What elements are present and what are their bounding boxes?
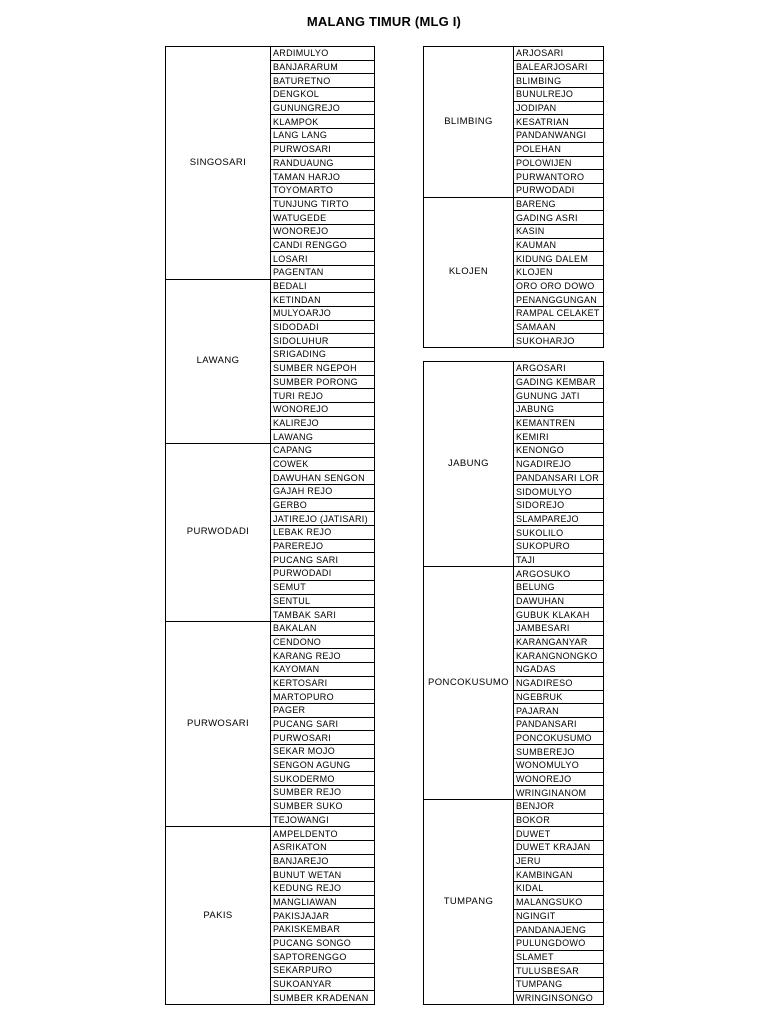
village-cell: RAMPAL CELAKET <box>514 307 604 321</box>
table-row <box>166 279 375 293</box>
village-cell: TULUSBESAR <box>514 964 604 978</box>
village-cell: KARANGANYAR <box>514 635 604 649</box>
village-cell: PANDANSARI LOR <box>514 471 604 485</box>
village-cell: PURWODADI <box>271 567 375 581</box>
village-cell: ARGOSUKO <box>514 567 604 581</box>
right-region-table-bottom <box>423 361 604 1005</box>
village-cell: WRINGINSONGO <box>514 991 604 1005</box>
village-cell: MANGLIAWAN <box>271 895 375 909</box>
village-cell: ASRIKATON <box>271 840 375 854</box>
table-row <box>166 443 375 457</box>
table-row <box>424 800 604 814</box>
right-region-table-top <box>423 46 604 348</box>
village-cell: KAMBINGAN <box>514 868 604 882</box>
village-cell: PENANGGUNGAN <box>514 293 604 307</box>
table-row <box>166 621 375 635</box>
village-cell: KENONGO <box>514 444 604 458</box>
kecamatan-cell: BLIMBING <box>424 47 514 198</box>
kecamatan-cell: LAWANG <box>166 279 271 443</box>
kecamatan-cell: JABUNG <box>424 362 514 567</box>
village-cell: KEDUNG REJO <box>271 881 375 895</box>
village-cell: AMPELDENTO <box>271 827 375 841</box>
village-cell: SENGON AGUNG <box>271 758 375 772</box>
village-cell: SUKOHARJO <box>514 334 604 348</box>
village-cell: BARENG <box>514 197 604 211</box>
village-cell: PURWANTORO <box>514 170 604 184</box>
village-cell: BAKALAN <box>271 621 375 635</box>
village-cell: SEKAR MOJO <box>271 745 375 759</box>
village-cell: CAPANG <box>271 443 375 457</box>
kecamatan-cell: PURWODADI <box>166 443 271 621</box>
village-cell: PAKISKEMBAR <box>271 923 375 937</box>
village-cell: KEMIRI <box>514 430 604 444</box>
table-row <box>166 827 375 841</box>
village-cell: MALANGSUKO <box>514 895 604 909</box>
village-cell: WRINGINANOM <box>514 786 604 800</box>
table-row <box>424 567 604 581</box>
village-cell: TUMPANG <box>514 977 604 991</box>
village-cell: JERU <box>514 854 604 868</box>
village-cell: SAMAAN <box>514 320 604 334</box>
village-cell: PONCOKUSUMO <box>514 731 604 745</box>
village-cell: POLEHAN <box>514 142 604 156</box>
village-cell: TAMBAK SARI <box>271 608 375 622</box>
village-cell: PURWOSARI <box>271 142 375 156</box>
village-cell: GADING KEMBAR <box>514 375 604 389</box>
village-cell: NGINGIT <box>514 909 604 923</box>
village-cell: SEMUT <box>271 580 375 594</box>
village-cell: PANDANWANGI <box>514 129 604 143</box>
village-cell: SEKARPURO <box>271 964 375 978</box>
kecamatan-cell: TUMPANG <box>424 800 514 1005</box>
village-cell: NGADAS <box>514 663 604 677</box>
village-cell: WONOREJO <box>271 402 375 416</box>
village-cell: WONOMULYO <box>514 758 604 772</box>
village-cell: BELUNG <box>514 581 604 595</box>
village-cell: BLIMBING <box>514 74 604 88</box>
village-cell: MULYOARJO <box>271 307 375 321</box>
table-row <box>166 47 375 61</box>
village-cell: JABUNG <box>514 403 604 417</box>
village-cell: PAJARAN <box>514 704 604 718</box>
village-cell: KERTOSARI <box>271 676 375 690</box>
village-cell: DAWUHAN <box>514 594 604 608</box>
village-cell: POLOWIJEN <box>514 156 604 170</box>
village-cell: ARDIMULYO <box>271 47 375 61</box>
village-cell: SUMBEREJO <box>514 745 604 759</box>
village-cell: GUBUK KLAKAH <box>514 608 604 622</box>
village-cell: SUKOLILO <box>514 526 604 540</box>
village-cell: PURWODADI <box>514 183 604 197</box>
village-cell: SUMBER REJO <box>271 786 375 800</box>
village-cell: RANDUAUNG <box>271 156 375 170</box>
village-cell: WONOREJO <box>271 224 375 238</box>
village-cell: SLAMPAREJO <box>514 512 604 526</box>
village-cell: NGADIRESO <box>514 676 604 690</box>
village-cell: SUKODERMO <box>271 772 375 786</box>
kecamatan-cell: PONCOKUSUMO <box>424 567 514 800</box>
village-cell: SIDOREJO <box>514 498 604 512</box>
village-cell: DUWET KRAJAN <box>514 841 604 855</box>
village-cell: PUCANG SARI <box>271 553 375 567</box>
village-cell: JATIREJO (JATISARI) <box>271 512 375 526</box>
village-cell: SUMBER NGEPOH <box>271 361 375 375</box>
village-cell: BANJARARUM <box>271 60 375 74</box>
village-cell: SUKOPURO <box>514 539 604 553</box>
village-cell: TOYOMARTO <box>271 183 375 197</box>
village-cell: TURI REJO <box>271 389 375 403</box>
village-cell: PAGENTAN <box>271 266 375 280</box>
village-cell: PAREREJO <box>271 539 375 553</box>
village-cell: LEBAK REJO <box>271 526 375 540</box>
village-cell: BUNUT WETAN <box>271 868 375 882</box>
village-cell: LANG LANG <box>271 129 375 143</box>
village-cell: BUNULREJO <box>514 88 604 102</box>
village-cell: PANDANSARI <box>514 717 604 731</box>
village-cell: KARANG REJO <box>271 649 375 663</box>
village-cell: NGEBRUK <box>514 690 604 704</box>
village-cell: NGADIREJO <box>514 457 604 471</box>
village-cell: BOKOR <box>514 813 604 827</box>
village-cell: PAGER <box>271 704 375 718</box>
village-cell: PANDANAJENG <box>514 923 604 937</box>
village-cell: PUCANG SARI <box>271 717 375 731</box>
village-cell: KAUMAN <box>514 238 604 252</box>
village-cell: GAJAH REJO <box>271 485 375 499</box>
village-cell: SIDOMULYO <box>514 485 604 499</box>
kecamatan-cell: PURWOSARI <box>166 621 271 826</box>
village-cell: KETINDAN <box>271 293 375 307</box>
village-cell: ORO ORO DOWO <box>514 279 604 293</box>
village-cell: PURWOSARI <box>271 731 375 745</box>
village-cell: SUKOANYAR <box>271 977 375 991</box>
village-cell: PULUNGDOWO <box>514 936 604 950</box>
left-region-table <box>165 46 375 1005</box>
village-cell: TAMAN HARJO <box>271 170 375 184</box>
village-cell: CENDONO <box>271 635 375 649</box>
village-cell: KESATRIAN <box>514 115 604 129</box>
village-cell: ARGOSARI <box>514 362 604 376</box>
village-cell: DUWET <box>514 827 604 841</box>
village-cell: BANJAREJO <box>271 854 375 868</box>
village-cell: DENGKOL <box>271 88 375 102</box>
page-title: MALANG TIMUR (MLG I) <box>306 14 462 29</box>
kecamatan-cell: KLOJEN <box>424 197 514 348</box>
village-cell: KEMANTREN <box>514 416 604 430</box>
village-cell: KIDAL <box>514 882 604 896</box>
village-cell: PUCANG SONGO <box>271 936 375 950</box>
village-cell: SIDOLUHUR <box>271 334 375 348</box>
village-cell: COWEK <box>271 457 375 471</box>
village-cell: SLAMET <box>514 950 604 964</box>
village-cell: BEDALI <box>271 279 375 293</box>
village-cell: TAJI <box>514 553 604 567</box>
village-cell: TEJOWANGI <box>271 813 375 827</box>
village-cell: LOSARI <box>271 252 375 266</box>
village-cell: MARTOPURO <box>271 690 375 704</box>
village-cell: GUNUNGREJO <box>271 101 375 115</box>
village-cell: KAYOMAN <box>271 662 375 676</box>
village-cell: KALIREJO <box>271 416 375 430</box>
village-cell: WATUGEDE <box>271 211 375 225</box>
village-cell: KIDUNG DALEM <box>514 252 604 266</box>
kecamatan-cell: SINGOSARI <box>166 47 271 280</box>
village-cell: BENJOR <box>514 800 604 814</box>
table-row <box>424 362 604 376</box>
village-cell: GUNUNG JATI <box>514 389 604 403</box>
village-cell: KLAMPOK <box>271 115 375 129</box>
village-cell: SUMBER SUKO <box>271 799 375 813</box>
village-cell: SUMBER KRADENAN <box>271 991 375 1005</box>
village-cell: SIDODADI <box>271 320 375 334</box>
kecamatan-cell: PAKIS <box>166 827 271 1005</box>
village-cell: PAKISJAJAR <box>271 909 375 923</box>
village-cell: SENTUL <box>271 594 375 608</box>
village-cell: GERBO <box>271 498 375 512</box>
village-cell: WONOREJO <box>514 772 604 786</box>
village-cell: LAWANG <box>271 430 375 444</box>
village-cell: SRIGADING <box>271 348 375 362</box>
village-cell: SUMBER PORONG <box>271 375 375 389</box>
village-cell: JAMBESARI <box>514 622 604 636</box>
village-cell: JODIPAN <box>514 101 604 115</box>
table-row <box>424 47 604 61</box>
village-cell: CANDI RENGGO <box>271 238 375 252</box>
village-cell: SAPTORENGGO <box>271 950 375 964</box>
village-cell: DAWUHAN SENGON <box>271 471 375 485</box>
village-cell: ARJOSARI <box>514 47 604 61</box>
table-row <box>424 197 604 211</box>
village-cell: KASIN <box>514 224 604 238</box>
village-cell: GADING ASRI <box>514 211 604 225</box>
village-cell: TUNJUNG TIRTO <box>271 197 375 211</box>
village-cell: KLOJEN <box>514 266 604 280</box>
village-cell: BATURETNO <box>271 74 375 88</box>
village-cell: KARANGNONGKO <box>514 649 604 663</box>
village-cell: BALEARJOSARI <box>514 60 604 74</box>
